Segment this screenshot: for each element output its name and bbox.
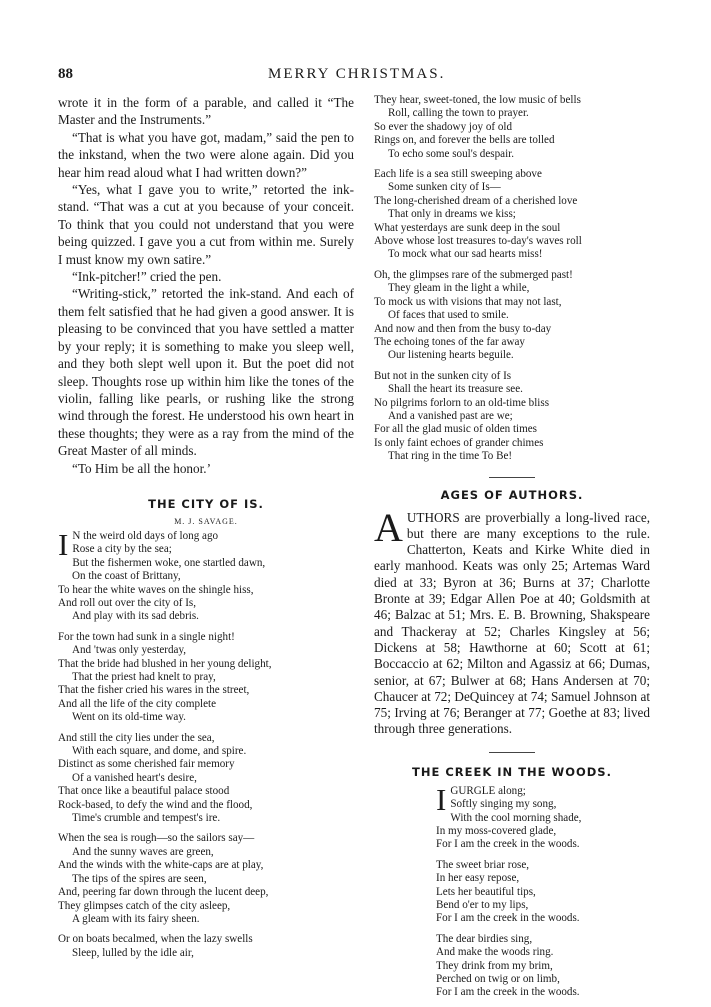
poem-line: So ever the shadowy joy of old [374, 120, 513, 133]
poem-line: And make the woods ring. [436, 946, 554, 959]
poem-line: Oh, the glimpses rare of the submerged past! [374, 268, 573, 281]
poem-line: And roll out over the city of Is, [58, 596, 197, 609]
poem-line: And all the life of the city complete [58, 697, 217, 710]
drop-cap: A [374, 504, 403, 550]
poem-line: For the town had sunk in a single night! [58, 630, 235, 643]
poem-city-of-is [58, 526, 354, 960]
page-number: 88 [58, 66, 73, 82]
poem-line: Roll, calling the town to prayer. [388, 107, 529, 120]
poem-line: N the weird old days of long ago [72, 529, 219, 542]
poem-line: They drink from my brim, [436, 959, 553, 972]
poem-stanza [58, 832, 354, 926]
poem-lines [436, 798, 650, 852]
article-title: AGES OF AUTHORS. [440, 487, 584, 502]
poem-stanza [374, 370, 650, 464]
poem-line: And now and then from the busy to-day [374, 322, 552, 335]
poem-line: That the priest had knelt to pray, [72, 671, 216, 683]
poem-stanza [58, 933, 354, 960]
story-conclusion [58, 94, 354, 477]
poem-line: Distinct as some cherished fair memory [58, 758, 235, 771]
drop-cap: I [436, 781, 447, 817]
poem-line: Some sunken city of Is— [388, 181, 501, 194]
poem-line: Time's crumble and tempest's ire. [72, 812, 221, 825]
poem-line: The dear birdies sing, [436, 932, 533, 945]
poem-stanza [436, 933, 650, 1000]
poem-line: That ring in the time To Be! [388, 450, 513, 463]
poem-line: That once like a beautiful palace stood [58, 785, 230, 798]
poem-line: To mock us with visions that may not last, [374, 295, 562, 308]
poem-line: Is only faint echoes of grander chimes [374, 436, 544, 449]
poem-line: For I am the creek in the woods. [436, 838, 580, 851]
poem-line: The tips of the spires are seen, [72, 872, 207, 885]
poem-city-of-is-continued [374, 94, 650, 464]
poem-line: And, peering far down through the lucent deep, [58, 886, 269, 899]
poem-line: That only in dreams we kiss; [388, 208, 516, 221]
poem-line: With each square, and dome, and spire. [72, 745, 247, 758]
poem-line: Rings on, and forever the bells are tolled [374, 134, 555, 147]
poem-stanza [436, 781, 650, 852]
article-text: UTHORS are proverbially a long-lived race, but there are many exceptions to the rule. Chatterton, Keats and Kirke White died in early manhood. Keats was only 25; Artemas Ward died at 33; Byron at 36; Burns at 37; Charlotte Bronte at 39; Edgar Allen Poe at 40; Goldsmith at 46; Balzac at 51; Mrs. E. B. Browning, Shakspeare and Thackeray at 52; Charles Kingsley at 56; Dickens at 58; Hawthorne at 60; Scott at 61; Boccaccio at 62; Milton and Agassiz at 66; Dumas, senior, at 67; Bulwer at 68; Hans Andersen at 70; Chaucer at 72; DeQuincey at 74; Samuel Johnson at 75; Irving at 76; Beranger at 77; Goethe at 83; lived through three generations. [374, 509, 650, 737]
prose-paragraph: “To Him be all the honor.’ [72, 460, 211, 476]
poem-line: And a vanished past are we; [388, 409, 513, 422]
poem-stanza [58, 631, 354, 725]
poem-line: In her easy repose, [436, 872, 520, 885]
poem-stanza [374, 269, 650, 363]
poem-line: For I am the creek in the woods. [436, 986, 580, 999]
poem-lines [58, 543, 354, 623]
poem-line: To hear the white waves on the shingle hiss, [58, 583, 254, 596]
drop-cap: I [58, 526, 69, 562]
running-title: MERRY CHRISTMAS. [268, 66, 446, 82]
poem-author: M. J. SAVAGE. [174, 516, 238, 526]
prose-paragraph: “Ink-pitcher!” cried the pen. [72, 269, 222, 285]
poem-stanzas [58, 631, 354, 960]
poem-line: But the fishermen woke, one startled dawn, [72, 556, 266, 569]
poem-line: The long-cherished dream of a cherished love [374, 194, 578, 207]
prose-paragraph: “Writing-stick,” retorted the ink-stand. And each of them felt satisfied that he had given a good answer. It is pleasing to be convinced that you have settled a matter by your reply; it is something to make you sleep well, and they both slept well upon it. But the poet did not sleep. Thoughts rose up within him like the tones of the violin, falling like pearls, or rushing like the strong wind through the forest. He understood his own heart in these thoughts; they were as a ray from the mind of the Great Master of all minds. [58, 286, 354, 459]
poem-line: To mock what our sad hearts miss! [388, 248, 543, 261]
poem-line: And the sunny waves are green, [72, 845, 214, 858]
poem-line: Perched on twig or on limb, [436, 973, 560, 985]
poem-line: And the winds with the white-caps are at play, [58, 859, 264, 872]
prose-paragraph: wrote it in the form of a parable, and called it “The Master and the Instruments.” [58, 95, 354, 128]
poem-line: Our listening hearts beguile. [388, 349, 514, 362]
poem-line: For all the glad music of olden times [374, 423, 537, 436]
poem-line: Above whose lost treasures to-day's waves roll [374, 235, 582, 248]
poem-line: They gleam in the light a while, [388, 282, 530, 295]
poem-line: The echoing tones of the far away [374, 335, 525, 348]
poem-line: That the bride had blushed in her young delight, [58, 657, 272, 670]
poem-line: In my moss-covered glade, [436, 824, 557, 837]
poem-line: But not in the sunken city of Is [374, 369, 512, 382]
poem-line: With the cool morning shade, [450, 811, 582, 824]
poem-title: THE CITY OF IS. [148, 496, 264, 511]
poem-line: GURGLE along; [450, 784, 526, 797]
poem-stanza [436, 859, 650, 926]
poem-line: Softly singing my song, [450, 798, 557, 811]
poem-line: What yesterdays are sunk deep in the soul [374, 221, 561, 234]
poem-line: Rock-based, to defy the wind and the flood, [58, 798, 253, 811]
left-column [58, 94, 354, 967]
poem-stanza [58, 732, 354, 826]
prose-paragraph: “That is what you have got, madam,” said the pen to the inkstand, when the two were alone again. Did you hear him read aloud what I had written down?” [58, 129, 354, 180]
poem-creek-in-woods [374, 781, 650, 1000]
poem-stanza [374, 94, 650, 161]
ages-of-authors-article [374, 504, 650, 738]
poem-line: Went on its old-time way. [72, 711, 186, 724]
poem-stanzas [436, 859, 650, 1000]
prose-paragraph: “Yes, what I gave you to write,” retorted the ink-stand. “That was a cut at you because of your conceit. To think that you could not understand that you were being quizzed. I gave you a cut from within me. Surely I must know my own satire.” [58, 182, 354, 267]
poem-line: A gleam with its fairy sheen. [72, 912, 200, 925]
poem-line: They hear, sweet-toned, the low music of bells [374, 94, 581, 106]
poem-line: Sleep, lulled by the idle air, [72, 946, 194, 959]
poem-line: To echo some soul's despair. [388, 147, 515, 160]
poem-line: Of faces that used to smile. [388, 309, 509, 322]
poem-line: Each life is a sea still sweeping above [374, 168, 542, 181]
poem-line: Or on boats becalmed, when the lazy swells [58, 933, 253, 946]
poem-line: The sweet briar rose, [436, 858, 530, 871]
poem-line: No pilgrims forlorn to an old-time bliss [374, 396, 550, 409]
poem-line: On the coast of Brittany, [72, 570, 181, 583]
page-header [58, 66, 658, 86]
poem-stanza [58, 526, 354, 624]
right-column [374, 94, 650, 1007]
poem-line: And 'twas only yesterday, [72, 644, 187, 657]
poem-line: That the fisher cried his wares in the street, [58, 684, 250, 697]
poem-line: Rose a city by the sea; [72, 543, 172, 556]
poem-line: For I am the creek in the woods. [436, 912, 580, 925]
poem-line: Of a vanished heart's desire, [72, 771, 197, 784]
poem-line: And still the city lies under the sea, [58, 731, 215, 744]
poem-line: When the sea is rough—so the sailors say— [58, 832, 255, 845]
poem-line: Lets her beautiful tips, [436, 885, 536, 898]
poem-line: And play with its sad debris. [72, 610, 199, 623]
poem-line: Shall the heart its treasure see. [388, 383, 523, 396]
poem-title: THE CREEK IN THE WOODS. [412, 764, 612, 779]
poem-stanza [374, 168, 650, 262]
poem-line: Bend o'er to my lips, [436, 898, 529, 911]
poem-line: They glimpses catch of the city asleep, [58, 899, 231, 912]
